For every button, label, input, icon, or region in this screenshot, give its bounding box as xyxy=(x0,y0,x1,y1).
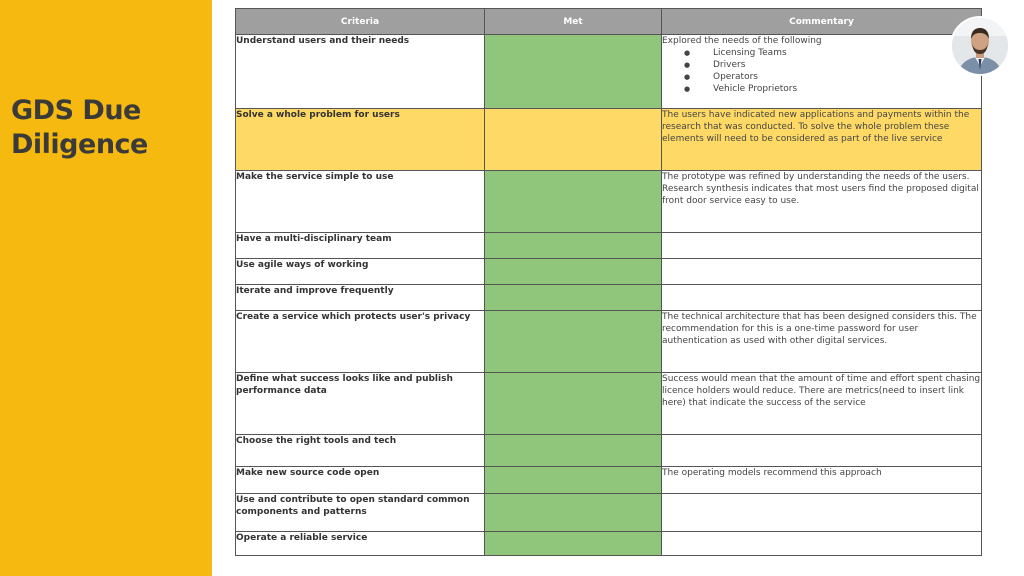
commentary-cell: The technical architecture that has been designed considers this. The recommendation for this is a one-time password for user authentication as used with other digital services. xyxy=(662,311,982,373)
met-cell xyxy=(485,233,662,259)
table-row xyxy=(236,109,982,171)
criteria-column-header: Criteria xyxy=(236,9,485,35)
criteria-cell: Create a service which protects user's privacy xyxy=(236,311,485,373)
met-cell xyxy=(485,171,662,233)
table-row xyxy=(236,532,982,556)
commentary-cell: Success would mean that the amount of time and effort spent chasing licence holders would reduce. There are metrics(need to insert link here) that indicate the success of the service xyxy=(662,373,982,435)
commentary-text: Explored the needs of the following xyxy=(662,36,822,46)
needs-list xyxy=(662,47,981,95)
commentary-cell: The prototype was refined by understanding the needs of the users. Research synthesis indicates that most users find the proposed digital front door service easy to use. xyxy=(662,171,982,233)
criteria-cell: Use and contribute to open standard common components and patterns xyxy=(236,494,485,532)
table-row xyxy=(236,233,982,259)
table-row xyxy=(236,35,982,109)
criteria-cell: Iterate and improve frequently xyxy=(236,285,485,311)
criteria-cell: Operate a reliable service xyxy=(236,532,485,556)
criteria-cell: Make new source code open xyxy=(236,467,485,494)
met-cell xyxy=(485,109,662,171)
commentary-cell: The operating models recommend this approach xyxy=(662,467,982,494)
met-cell xyxy=(485,373,662,435)
criteria-cell: Understand users and their needs xyxy=(236,35,485,109)
table-row xyxy=(236,285,982,311)
table-row xyxy=(236,435,982,467)
table-row xyxy=(236,259,982,285)
table-row xyxy=(236,494,982,532)
list-item: ● Drivers xyxy=(684,59,981,71)
commentary-cell xyxy=(662,35,982,109)
criteria-cell: Have a multi-disciplinary team xyxy=(236,233,485,259)
commentary-cell xyxy=(662,494,982,532)
met-cell xyxy=(485,259,662,285)
list-item: ● Vehicle Proprietors xyxy=(684,83,981,95)
met-cell xyxy=(485,311,662,373)
list-item: ● Licensing Teams xyxy=(684,47,981,59)
table-header-row xyxy=(236,9,982,35)
sidebar-panel xyxy=(0,0,212,576)
commentary-cell xyxy=(662,259,982,285)
table-row xyxy=(236,467,982,494)
commentary-column-header: Commentary xyxy=(662,9,982,35)
commentary-cell xyxy=(662,532,982,556)
criteria-cell: Choose the right tools and tech xyxy=(236,435,485,467)
met-cell xyxy=(485,494,662,532)
table-row xyxy=(236,373,982,435)
met-column-header: Met xyxy=(485,9,662,35)
page-title: GDS Due Diligence xyxy=(11,95,148,160)
criteria-table xyxy=(235,8,982,556)
table-row xyxy=(236,311,982,373)
criteria-cell: Solve a whole problem for users xyxy=(236,109,485,171)
met-cell xyxy=(485,435,662,467)
commentary-cell xyxy=(662,285,982,311)
commentary-cell xyxy=(662,233,982,259)
met-cell xyxy=(485,285,662,311)
avatar xyxy=(952,18,1008,74)
commentary-cell: The users have indicated new applications and payments within the research that was conducted. To solve the whole problem these elements will need to be considered as part of the live service xyxy=(662,109,982,171)
criteria-cell: Make the service simple to use xyxy=(236,171,485,233)
met-cell xyxy=(485,467,662,494)
commentary-cell xyxy=(662,435,982,467)
criteria-cell: Use agile ways of working xyxy=(236,259,485,285)
table-row xyxy=(236,171,982,233)
person-photo-icon xyxy=(952,18,1008,74)
met-cell xyxy=(485,532,662,556)
list-item: ● Operators xyxy=(684,71,981,83)
criteria-cell: Define what success looks like and publish performance data xyxy=(236,373,485,435)
met-cell xyxy=(485,35,662,109)
